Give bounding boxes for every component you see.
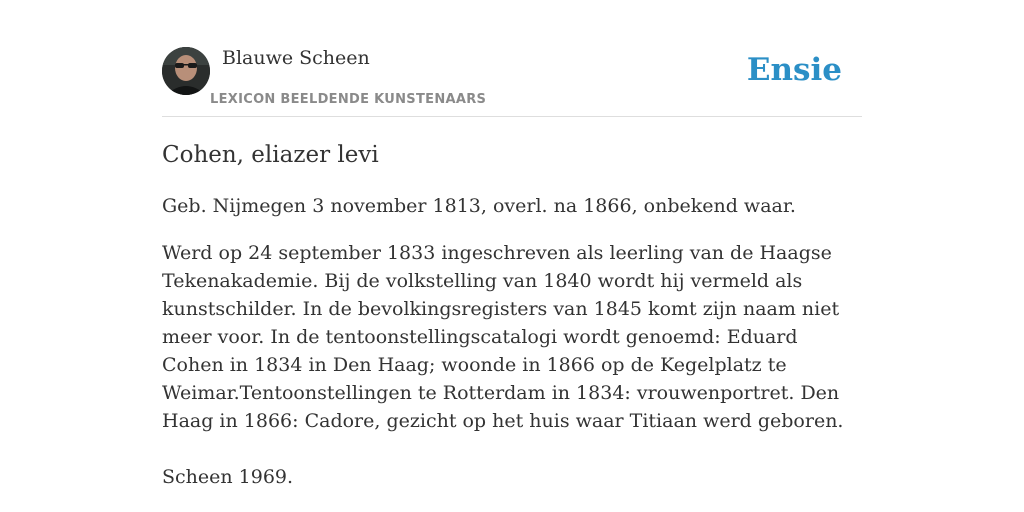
author-photo-icon bbox=[162, 47, 210, 95]
author-name[interactable]: Blauwe Scheen bbox=[222, 47, 370, 69]
paragraph-birth: Geb. Nijmegen 3 november 1813, overl. na 1866, onbekend waar. bbox=[162, 195, 796, 217]
article-body bbox=[162, 192, 862, 491]
header bbox=[162, 46, 862, 117]
brand-logo[interactable]: Ensie bbox=[746, 52, 842, 88]
article-title: Cohen, eliazer levi bbox=[162, 142, 379, 168]
avatar[interactable] bbox=[162, 47, 210, 95]
paragraph-source: Scheen 1969. bbox=[162, 466, 294, 488]
paragraph-biography: Werd op 24 september 1833 ingeschreven als leerling van de Haagse Tekenakademie. Bij de volkstelling van 1840 wordt hij vermeld als kunstschilder. In de bevolkingsregisters van 1845 komt zijn naam niet meer voor. In de tentoonstellingscatalogi wordt genoemd: Eduard Cohen in 1834 in Den Haag; woonde in 1866 op de Kegelplatz te Weimar.Tentoonstellingen te Rotterdam in 1834: vrouwenportret. Den Haag in 1866: Cadore, gezicht op het huis waar Titiaan werd geboren. bbox=[162, 242, 844, 432]
section-label[interactable]: LEXICON BEELDENDE KUNSTENAARS bbox=[210, 92, 487, 107]
